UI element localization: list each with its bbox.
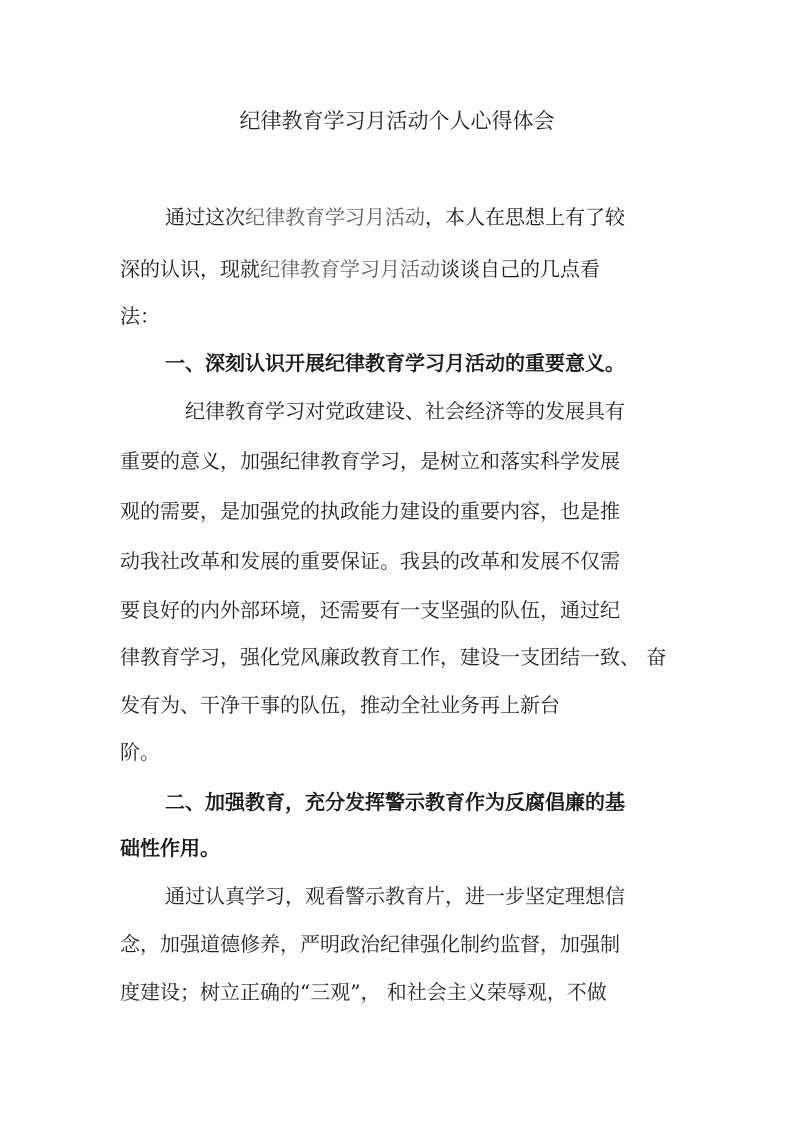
section-1-line: 纪律教育学习对党政建设、社会经济等的发展具有	[185, 399, 625, 423]
section-2-heading: 二、加强教育，充分发挥警示教育作为反腐倡廉的基	[165, 790, 625, 814]
document-title: 纪律教育学习月活动个人心得体会	[239, 109, 555, 133]
section-1-line: 发有为、干净干事的队伍，推动全社业务再上新台	[120, 693, 560, 717]
intro-text: 深的认识，现就	[120, 257, 260, 281]
intro-highlight: 纪律教育学习月活动	[260, 257, 440, 281]
section-2-line: 度建设；树立正确的“三观”， 和社会主义荣辱观，不做	[120, 980, 607, 1004]
section-1-line: 重要的意义，加强纪律教育学习，是树立和落实科学发展	[120, 449, 620, 473]
section-2-heading-continued: 础性作用。	[120, 836, 220, 860]
intro-line-2	[120, 255, 600, 283]
intro-text: ，本人在思想上有了较	[425, 205, 625, 229]
section-1-line: 要良好的内外部环境，还需要有一支坚强的队伍，通过纪	[120, 598, 620, 622]
section-1-line: 观的需要，是加强党的执政能力建设的重要内容，也是推	[120, 499, 620, 523]
section-2-line: 通过认真学习，观看警示教育片，进一步坚定理想信	[165, 884, 625, 908]
intro-line-1	[165, 203, 625, 231]
section-1-line: 律教育学习，强化党风廉政教育工作，建设一支团结一致、 奋	[120, 645, 667, 669]
intro-highlight: 纪律教育学习月活动	[245, 205, 425, 229]
section-2-line: 念，加强道德修养，严明政治纪律强化制约监督，加强制	[120, 932, 620, 956]
intro-text: 通过这次	[165, 205, 245, 229]
section-1-heading: 一、深刻认识开展纪律教育学习月活动的重要意义。	[165, 351, 625, 375]
section-1-line: 动我社改革和发展的重要保证。我县的改革和发展不仅需	[120, 549, 620, 573]
intro-text: 谈谈自己的几点看	[440, 257, 600, 281]
section-1-line: 阶。	[120, 740, 160, 764]
intro-line-3: 法：	[120, 304, 160, 328]
